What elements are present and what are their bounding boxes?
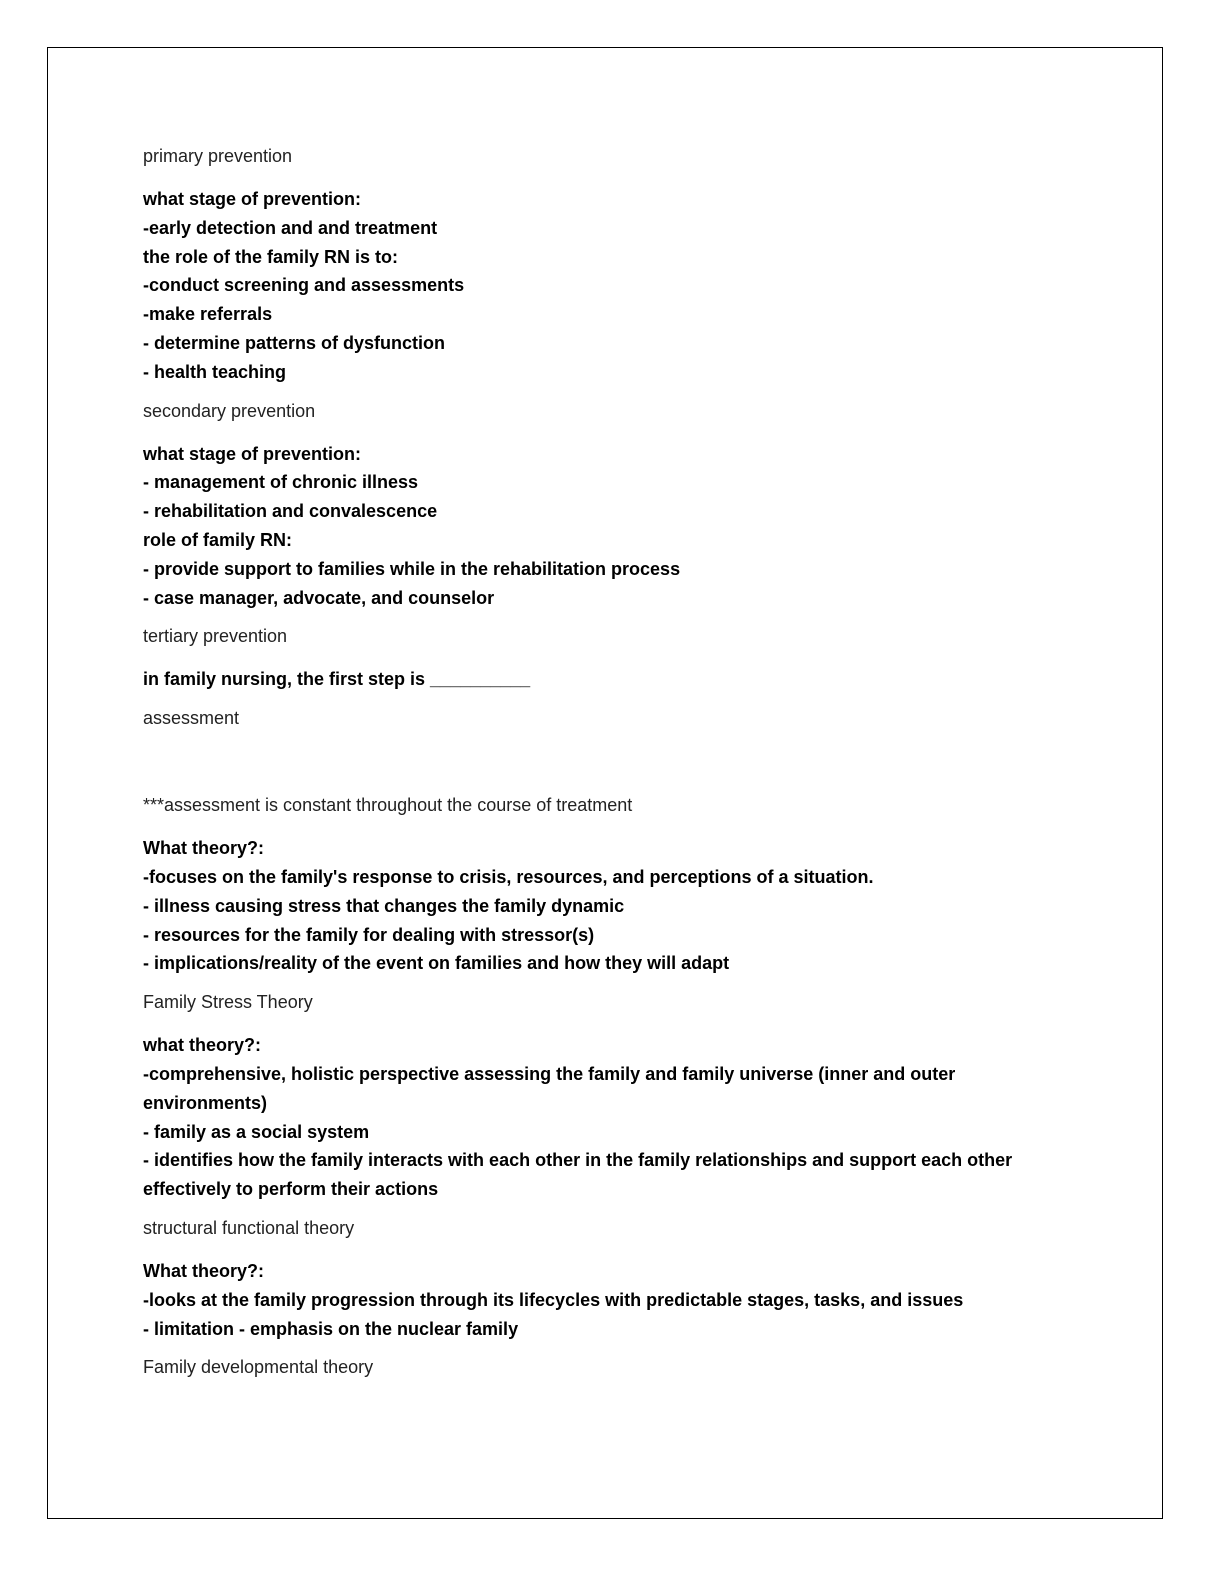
- question-line: - case manager, advocate, and counselor: [143, 587, 495, 608]
- question-line: what stage of prevention:: [143, 443, 362, 464]
- question-line: - resources for the family for dealing with stressor(s): [143, 924, 595, 945]
- question-line: environments): [143, 1092, 268, 1113]
- question-line: What theory?:: [143, 838, 264, 859]
- question-theory-structural: [143, 1031, 1103, 1204]
- question-line: -comprehensive, holistic perspective assessing the family and family universe (inner and outer: [143, 1063, 956, 1084]
- question-line: -early detection and and treatment: [143, 217, 438, 238]
- question-line: -conduct screening and assessments: [143, 275, 465, 296]
- question-line: - rehabilitation and convalescence: [143, 501, 438, 522]
- answer-primary-prevention: primary prevention: [143, 146, 293, 166]
- question-line: role of family RN:: [143, 529, 293, 550]
- question-line: - implications/reality of the event on families and how they will adapt: [143, 953, 730, 974]
- question-line: - provide support to families while in the rehabilitation process: [143, 558, 681, 579]
- question-line: the role of the family RN is to:: [143, 246, 399, 267]
- blank-gap: [143, 747, 1103, 793]
- question-line: what theory?:: [143, 1035, 262, 1056]
- question-line: -looks at the family progression through its lifecycles with predictable stages, tasks, and issues: [143, 1289, 964, 1310]
- answer-assessment: assessment: [143, 708, 240, 729]
- question-line: -make referrals: [143, 304, 273, 325]
- question-first-step: [143, 665, 1103, 694]
- question-line: what stage of prevention:: [143, 189, 362, 209]
- question-line: in family nursing, the first step is __________: [143, 669, 531, 690]
- question-theory-developmental: [143, 1257, 1103, 1343]
- question-prevention-stage-1: [143, 185, 1103, 387]
- answer-family-developmental-theory: Family developmental theory: [143, 1357, 374, 1378]
- question-line: - identifies how the family interacts with each other in the family relationships and support each other: [143, 1150, 1013, 1171]
- answer-assessment-note: ***assessment is constant throughout the course of treatment: [143, 795, 633, 816]
- question-line: - health teaching: [143, 361, 287, 382]
- answer-secondary-prevention: secondary prevention: [143, 400, 316, 421]
- question-line: - family as a social system: [143, 1121, 370, 1142]
- question-line: - illness causing stress that changes the family dynamic: [143, 895, 625, 916]
- answer-structural-functional-theory: structural functional theory: [143, 1217, 355, 1238]
- answer-tertiary-prevention: tertiary prevention: [143, 626, 288, 647]
- question-line: - management of chronic illness: [143, 472, 419, 493]
- question-line: What theory?:: [143, 1260, 264, 1281]
- question-theory-stress: [143, 834, 1103, 978]
- question-line: - limitation - emphasis on the nuclear family: [143, 1318, 519, 1339]
- answer-family-stress-theory: Family Stress Theory: [143, 992, 313, 1013]
- question-line: -focuses on the family's response to crisis, resources, and perceptions of a situation.: [143, 866, 874, 887]
- question-line: - determine patterns of dysfunction: [143, 332, 446, 353]
- question-prevention-stage-2: [143, 440, 1103, 613]
- document-body: [143, 144, 1103, 1396]
- question-line: effectively to perform their actions: [143, 1179, 439, 1200]
